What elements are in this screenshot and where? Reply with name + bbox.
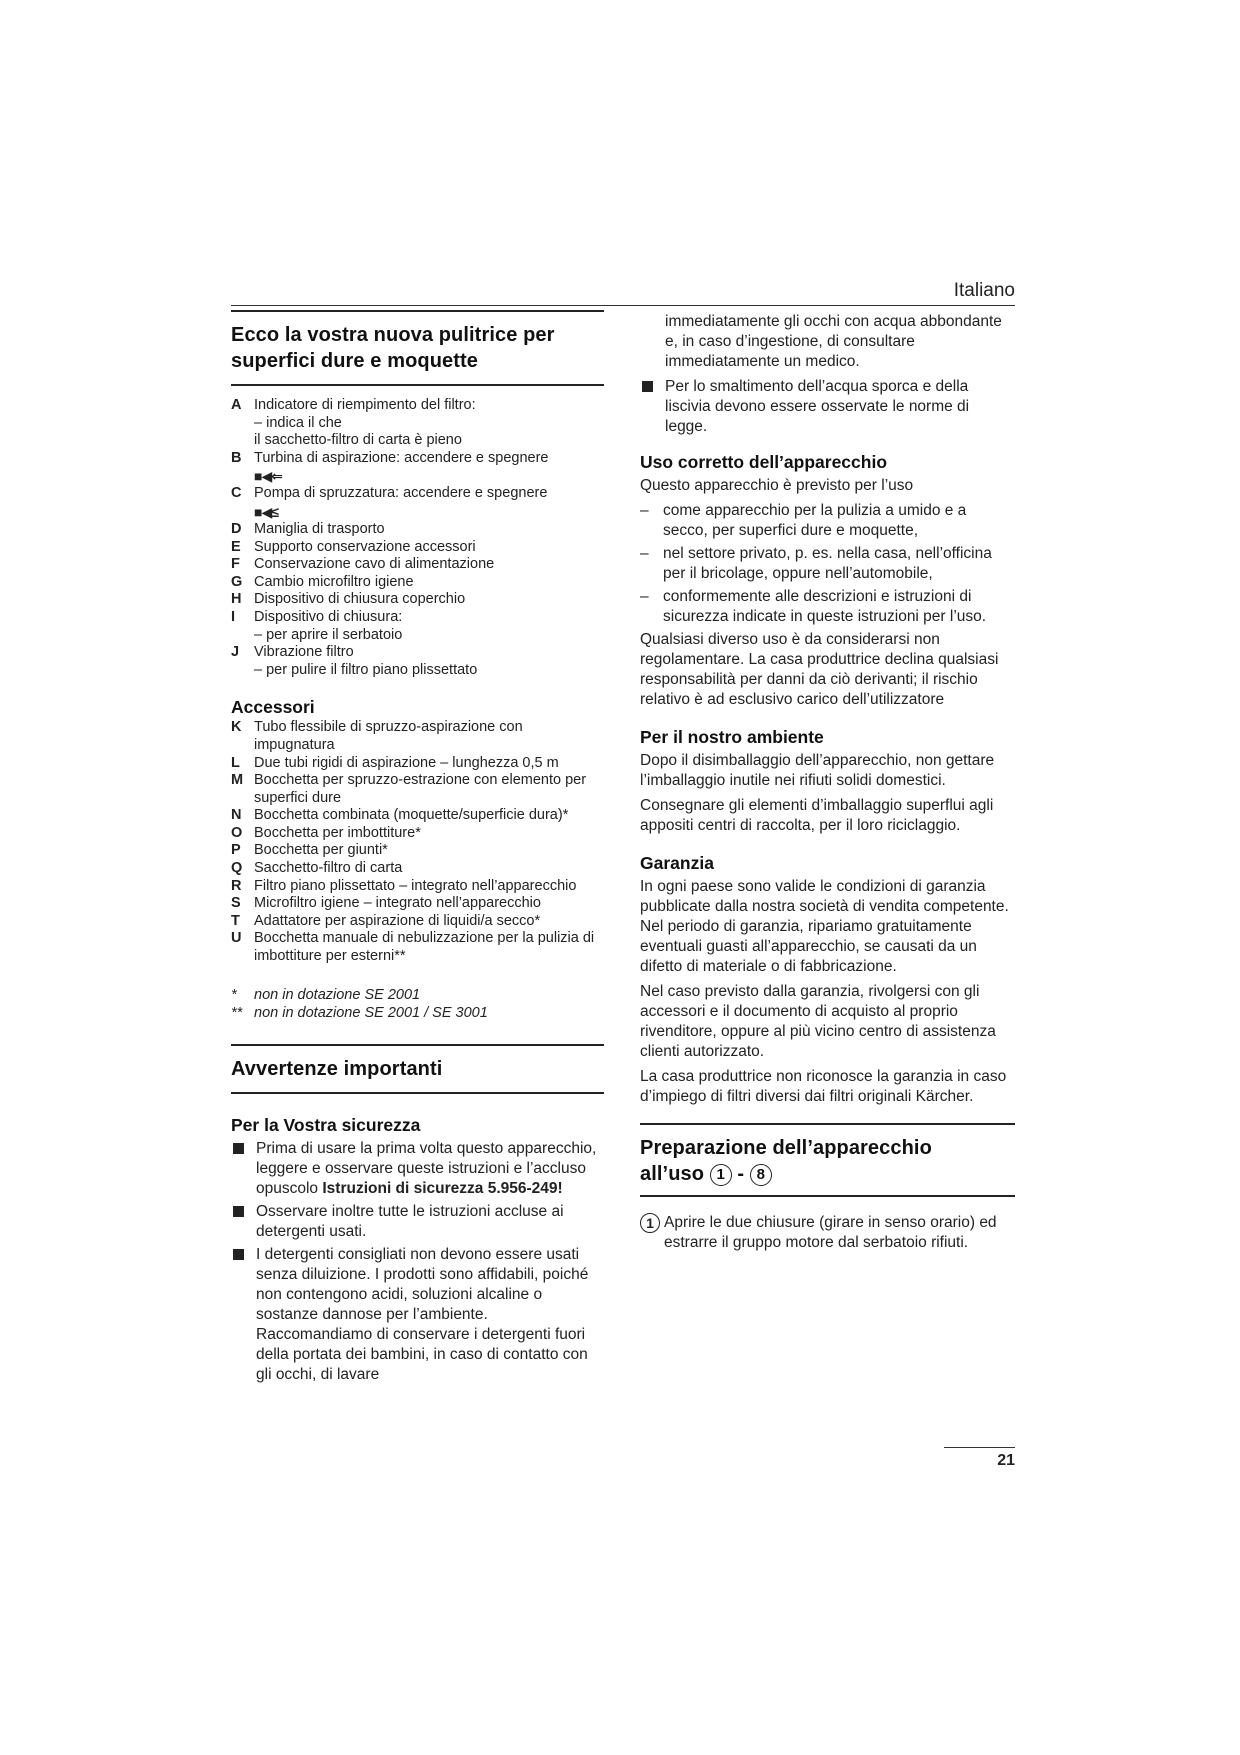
section-rule	[231, 1092, 604, 1094]
list-item: Q Sacchetto-filtro di carta	[231, 860, 403, 877]
figure-ref-icon: 8	[750, 1164, 772, 1186]
page-language: Italiano	[953, 280, 1015, 301]
footnote: ** non in dotazione SE 2001 / SE 3001	[231, 1004, 488, 1021]
list-item: – come apparecchio per la pulizia a umido e a secco, per superfici dure e moquette,	[640, 502, 967, 539]
square-bullet-icon	[233, 1249, 244, 1260]
section-rule	[231, 310, 604, 312]
list-item: I detergenti consigliati non devono essere usati senza diluizione. I prodotti sono affidabili, poiché non contengono acidi, soluzioni alcaline o sostanze dannose per l’ambiente. Raccomandiamo di conservare i detergenti fuori della portata dei bambini, in caso di contatto con gli occhi, di lavare	[231, 1245, 604, 1385]
safety-title: Per la Vostra sicurezza	[231, 1114, 421, 1135]
list-item: Osservare inoltre tutte le istruzioni accluse ai detergenti usati.	[231, 1202, 604, 1242]
section-title-warnings: Avvertenze importanti	[231, 1057, 443, 1080]
list-item: F Conservazione cavo di alimentazione	[231, 556, 495, 573]
vacuum-symbol-icon: ■◀⇐	[254, 468, 282, 485]
spray-symbol-icon: ■◀≤	[254, 503, 278, 520]
paragraph: In ogni paese sono valide le condizioni di garanzia pubblicate dalla nostra società di vendita competente. Nel periodo di garanzia, ripariamo gratuitamente eventuali guasti all’apparecchio, se causati da un difetto di materiale o di fabbricazione.	[640, 878, 1009, 975]
list-item: H Dispositivo di chiusura coperchio	[231, 591, 466, 608]
left-column	[231, 310, 604, 1388]
list-item: S Microfiltro igiene – integrato nell’apparecchio	[231, 895, 541, 912]
list-item: L Due tubi rigidi di aspirazione – lunghezza 0,5 m	[231, 754, 559, 771]
list-item: K Tubo flessibile di spruzzo-aspirazione con impugnatura	[231, 719, 523, 753]
list-item: – nel settore privato, p. es. nella casa, nell’officina per il bricolage, oppure nell’automobile,	[640, 545, 992, 582]
environment-title: Per il nostro ambiente	[640, 727, 824, 747]
use-intro: Questo apparecchio è previsto per l’uso	[640, 477, 914, 494]
section-rule	[231, 384, 604, 386]
footnotes	[231, 986, 604, 1022]
footnote: * non in dotazione SE 2001	[231, 986, 421, 1003]
section-title-intro: Ecco la vostra nuova pulitrice per superfici dure e moquette	[231, 324, 555, 372]
use-title: Uso corretto dell’apparecchio	[640, 452, 888, 472]
list-item: M Bocchetta per spruzzo-estrazione con elemento per superfici dure	[231, 772, 587, 806]
accessories-title: Accessori	[231, 697, 315, 718]
warranty-title: Garanzia	[640, 853, 714, 873]
paragraph: Nel caso previsto dalla garanzia, rivolgersi con gli accessori e il documento di acquisto al proprio rivenditore, oppure al più vicino centro di assistenza clienti autorizzato.	[640, 983, 996, 1060]
list-item: – conformemente alle descrizioni e istruzioni di sicurezza indicate in queste istruzioni per l’uso.	[640, 588, 987, 625]
list-item: T Adattatore per aspirazione di liquidi/a secco*	[231, 912, 541, 929]
list-item: N Bocchetta combinata (moquette/superficie dura)*	[231, 807, 569, 824]
list-item: R Filtro piano plissettato – integrato nell’apparecchio	[231, 877, 577, 894]
list-item: J Vibrazione filtro – per pulire il filtro piano plissettato	[231, 644, 478, 678]
paragraph: Consegnare gli elementi d’imballaggio superflui agli appositi centri di raccolta, per il loro riciclaggio.	[640, 797, 994, 834]
list-item: I Dispositivo di chiusura: – per aprire il serbatoio	[231, 608, 403, 643]
step-number-icon: 1	[640, 1213, 660, 1233]
continuation-text: immediatamente gli occhi con acqua abbondante e, in caso d’ingestione, di consultare immediatamente un medico.	[665, 313, 1002, 370]
page-number: 21	[997, 1452, 1015, 1469]
square-bullet-icon	[233, 1206, 244, 1217]
page-number-rule	[944, 1447, 1015, 1448]
list-item: B Turbina di aspirazione: accendere e spegnere ■◀⇐	[231, 450, 604, 486]
section-rule	[640, 1123, 1015, 1125]
right-column	[640, 312, 1015, 1253]
list-item: E Supporto conservazione accessori	[231, 538, 476, 555]
figure-ref-icon: 1	[710, 1164, 732, 1186]
list-item: Prima di usare la prima volta questo apparecchio, leggere e osservare queste istruzioni e l’accluso opuscolo Istruzioni di sicurezza 5.956-249!	[231, 1139, 604, 1199]
section-rule	[231, 1044, 604, 1046]
list-item: A Indicatore di riempimento del filtro: – indica il che il sacchetto-filtro di carta è pieno	[231, 397, 476, 449]
section-rule	[640, 1195, 1015, 1197]
paragraph: La casa produttrice non riconosce la garanzia in caso d’impiego di filtri diversi dai filtri originali Kärcher.	[640, 1068, 1007, 1105]
list-item: G Cambio microfiltro igiene	[231, 573, 414, 590]
list-item: C Pompa di spruzzatura: accendere e spegnere ■◀≤	[231, 485, 604, 521]
header-rule	[231, 305, 1015, 306]
square-bullet-icon	[233, 1143, 244, 1154]
step-item: 1 Aprire le due chiusure (girare in senso orario) ed estrarre il gruppo motore dal serbatoio rifiuti.	[640, 1213, 1015, 1253]
list-item: D Maniglia di trasporto	[231, 520, 385, 537]
list-item: P Bocchetta per giunti*	[231, 842, 388, 859]
accessory-list	[231, 719, 604, 965]
list-item: Per lo smaltimento dell’acqua sporca e della liscivia devono essere osservate le norme di legge.	[640, 377, 1015, 437]
list-item: U Bocchetta manuale di nebulizzazione per la pulizia di imbottiture per esterni**	[231, 930, 595, 965]
square-bullet-icon	[642, 381, 653, 392]
list-item: O Bocchetta per imbottiture*	[231, 824, 421, 841]
component-list	[231, 397, 604, 679]
use-paragraph: Qualsiasi diverso uso è da considerarsi non regolamentare. La casa produttrice declina qualsiasi responsabilità per danni da ciò derivanti; il rischio relativo è ad esclusivo carico dell’utilizzatore	[640, 631, 999, 708]
section-title-preparation: Preparazione dell’apparecchio all’uso 1 - 8	[640, 1137, 932, 1185]
paragraph: Dopo il disimballaggio dell’apparecchio, non gettare l’imballaggio inutile nei rifiuti solidi domestici.	[640, 752, 995, 789]
